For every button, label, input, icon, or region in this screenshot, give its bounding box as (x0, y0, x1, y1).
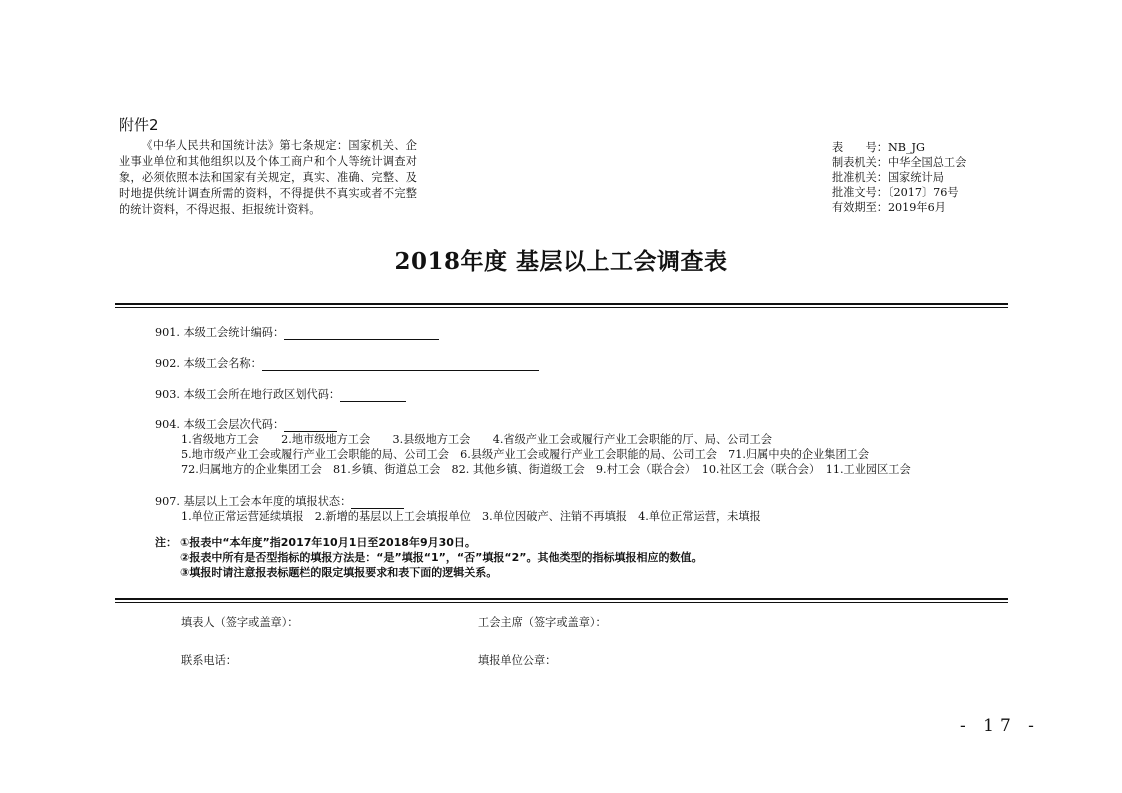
question-904-options-line-3: 72.归属地方的企业集团工会 81.乡镇、街道总工会 82. 其他乡镇、街道级工会 9.村工会（联合会） 10.社区工会（联合会） 11.工业园区工会 (181, 463, 911, 476)
attachment-label: 附件2 (119, 116, 159, 134)
page-number: - 17 - (960, 716, 1040, 736)
form-meta-table-number: 表 号：NB_JG (832, 141, 925, 154)
question-904-options-line-1: 1.省级地方工会 2.地市级地方工会 3.县级地方工会 4.省级产业工会或履行产业工会职能的厅、局、公司工会 (181, 433, 772, 446)
question-901 (155, 324, 439, 340)
legal-notice: 《中华人民共和国统计法》第七条规定：国家机关、企业事业单位和其他组织以及个体工商户和个人等统计调查对象，必须依照本法和国家有关规定，真实、准确、完整、及时地提供统计调查所需的资料，不得提供不真实或者不完整的统计资料，不得迟报、拒报统计资料。 (119, 139, 417, 216)
note-item: ②报表中所有是否型指标的填报方法是：“是”填报“1”，“否”填报“2”。其他类型的指标填报相应的数值。 (180, 551, 703, 564)
union-name-field[interactable] (262, 358, 539, 371)
note-item: ①报表中“本年度”指2017年10月1日至2018年9月30日。 (180, 536, 476, 549)
question-907-options: 1.单位正常运营延续填报 2.新增的基层以上工会填报单位 3.单位因破产、注销不再填报 4.单位正常运营，未填报 (181, 510, 761, 523)
form-meta-issuer: 制表机关：中华全国总工会 (832, 156, 967, 169)
question-902-label: 902. 本级工会名称： (155, 357, 262, 370)
question-903-label: 903. 本级工会所在地行政区划代码： (155, 388, 341, 401)
contact-phone: 联系电话： (181, 654, 237, 667)
bottom-divider (115, 598, 1008, 603)
question-904-label: 904. 本级工会层次代码： (155, 418, 285, 431)
question-904-options-line-2: 5.地市级产业工会或履行产业工会职能的局、公司工会 6.县级产业工会或履行产业工会职能的局、公司工会 71.归属中央的企业集团工会 (181, 448, 870, 461)
question-907 (155, 493, 404, 509)
form-meta (832, 140, 966, 215)
form-meta-approver: 批准机关：国家统计局 (832, 171, 944, 184)
page-title: 2018年度 基层以上工会调查表 (394, 248, 728, 275)
filler-signature: 填表人（签字或盖章）： (181, 616, 299, 629)
question-901-label: 901. 本级工会统计编码： (155, 326, 285, 339)
region-code-field[interactable] (340, 389, 406, 402)
union-code-field[interactable] (284, 327, 439, 340)
form-meta-approval-number: 批准文号：〔2017〕76号 (832, 186, 959, 199)
unit-seal: 填报单位公章： (478, 654, 557, 667)
question-904 (155, 416, 337, 432)
notes-label: 注： (155, 536, 177, 549)
question-902 (155, 355, 539, 371)
question-907-label: 907. 基层以上工会本年度的填报状态： (155, 495, 352, 508)
form-meta-valid-until: 有效期至：2019年6月 (832, 201, 946, 214)
chairman-signature: 工会主席（签字或盖章）： (478, 616, 607, 629)
question-903 (155, 386, 406, 402)
top-divider (115, 303, 1008, 308)
note-item: ③填报时请注意报表标题栏的限定填报要求和表下面的逻辑关系。 (180, 566, 498, 579)
